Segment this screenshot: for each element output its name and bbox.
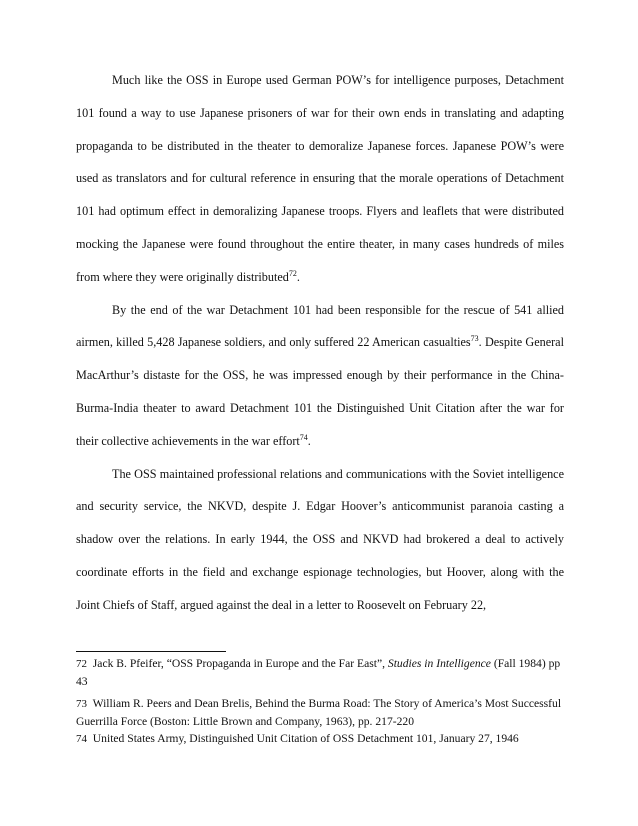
footnote-ref-72[interactable]: 72 — [288, 268, 297, 278]
paragraph-1-text: Much like the OSS in Europe used German POW’s for intelligence purposes, Detachment 101 found a way to use Japanese prisoners of war for their own ends in translating and adapting propaganda to be distributed in the theater to demoralize Japanese forces. Japanese POW’s were used as translators and for cultural reference in ensuring that the morale operations of Detachment 101 had optimum effect in demoralizing Japanese troops. Flyers and leaflets that were distributed mocking the Japanese were found throughout the entire theater, in many cases hundreds of miles from where they were originally distributed — [76, 73, 564, 284]
footnote-74-text: United States Army, Distinguished Unit Citation of OSS Detachment 101, January 27, 1946 — [92, 732, 519, 745]
footnotes — [76, 655, 564, 748]
paragraph-2-end: . — [307, 433, 311, 448]
body-text — [76, 64, 564, 622]
paragraph-1-end: . — [296, 269, 300, 284]
footnote-ref-73[interactable]: 73 — [470, 334, 479, 344]
footnote-ref-74[interactable]: 74 — [299, 432, 308, 442]
footnote-72-text-end: (Fall 1984) pp 43 — [76, 657, 561, 688]
paragraph-3-text: The OSS maintained professional relations and communications with the Soviet intelligence and security service, the NKVD, despite J. Edgar Hoover’s anticommunist paranoia casting a shadow over the relations. In early 1944, the OSS and NKVD had brokered a deal to actively coordinate efforts in the field and exchange espionage technologies, but Hoover, along with the Joint Chiefs of Staff, argued against the deal in a letter to Roosevelt on February 22, — [76, 466, 564, 612]
paragraph-2-text-cont: . Despite General MacArthur’s distaste for the OSS, he was impressed enough by their performance in the China-Burma-India theater to award Detachment 101 the Distinguished Unit Citation after the war for their collective achievements in the war effort — [76, 335, 564, 448]
footnote-72 — [76, 655, 564, 690]
footnote-number: 72 — [76, 658, 87, 670]
footnote-number: 73 — [76, 698, 87, 710]
footnote-separator — [76, 651, 226, 652]
footnote-73-text: William R. Peers and Dean Brelis, Behind the Burma Road: The Story of America’s Most Successful Guerrilla Force (Boston: Little Brown and Company, 1963), pp. 217-220 — [76, 697, 562, 728]
footnote-72-text: Jack B. Pfeifer, “OSS Propaganda in Europe and the Far East”, — [92, 657, 388, 670]
paragraph-3 — [76, 458, 564, 622]
paragraph-1 — [76, 64, 564, 294]
footnote-72-journal: Studies in Intelligence — [387, 657, 491, 670]
paragraph-2-text: By the end of the war Detachment 101 had been responsible for the rescue of 541 allied airmen, killed 5,428 Japanese soldiers, and only suffered 22 American casualties — [76, 302, 564, 350]
paragraph-2 — [76, 294, 564, 458]
footnote-number: 74 — [76, 733, 87, 745]
footnote-73 — [76, 695, 564, 730]
footnote-74 — [76, 730, 564, 748]
